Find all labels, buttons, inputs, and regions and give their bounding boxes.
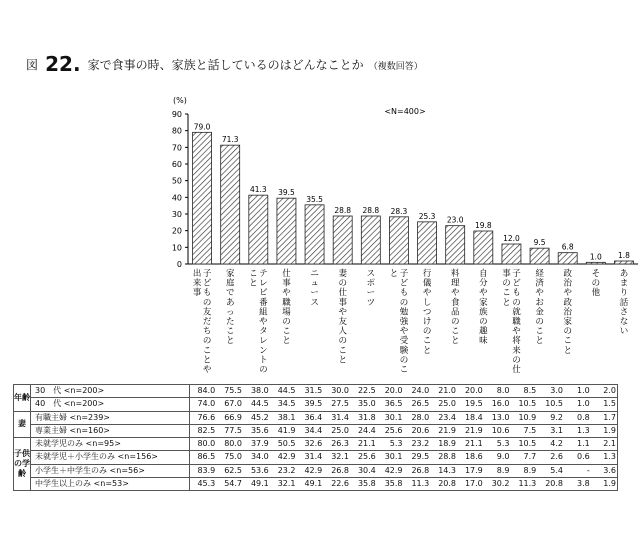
bar (305, 205, 324, 264)
y-tick-label: 20 (171, 226, 182, 236)
table-cell: 30.0 (323, 385, 350, 398)
table-cell: 20.6 (404, 424, 431, 437)
bar (446, 226, 465, 264)
category-label: 家庭であったこと (225, 269, 235, 347)
table-cell: 35.8 (350, 478, 377, 491)
table-cell: 27.5 (323, 398, 350, 411)
table-row (14, 478, 618, 491)
y-tick-label: 80 (171, 126, 182, 136)
bar-value-label: 28.3 (390, 206, 408, 216)
table-cell: 22.6 (323, 478, 350, 491)
table-cell: 76.6 (190, 411, 217, 424)
table-cell: 25.0 (323, 424, 350, 437)
table-cell: 18.9 (430, 438, 457, 451)
table-cell: 50.5 (270, 438, 297, 451)
table-cell: 3.0 (537, 385, 564, 398)
category-label: ニュース (310, 269, 319, 308)
table-cell: 31.4 (323, 411, 350, 424)
table-cell: 80.0 (216, 438, 243, 451)
table-cell: 30.1 (377, 451, 404, 464)
table-cell: 26.5 (404, 398, 431, 411)
table-cell: 1.0 (564, 398, 591, 411)
bar (530, 248, 549, 264)
category-label: 妻の仕事や友人のこと (338, 269, 347, 366)
y-tick-label: 40 (171, 193, 182, 203)
table-cell: 34.4 (297, 424, 324, 437)
table-cell: 67.0 (216, 398, 243, 411)
table-row-label: 30 代 <n=200> (31, 385, 190, 398)
bar (193, 132, 212, 264)
table-cell: 83.9 (190, 464, 217, 477)
table-row-label: 中学生以上のみ <n=53> (31, 478, 190, 491)
y-tick-label: 10 (171, 243, 182, 253)
table-cell: 8.5 (511, 385, 538, 398)
table-cell: 44.5 (270, 385, 297, 398)
category-label: 行儀やしつけのこと (422, 269, 432, 356)
table-cell: 32.1 (323, 451, 350, 464)
bar-value-label: 71.3 (221, 135, 239, 145)
table-cell: 1.5 (591, 398, 618, 411)
table-cell: 8.9 (484, 464, 511, 477)
table-cell: 1.9 (591, 478, 618, 491)
table-cell: 41.9 (270, 424, 297, 437)
table-cell: 82.5 (190, 424, 217, 437)
table-cell: 2.1 (591, 438, 618, 451)
table-cell: 86.5 (190, 451, 217, 464)
table-cell: 36.5 (377, 398, 404, 411)
table-group-label: 年齢 (14, 385, 31, 412)
table-cell: 1.3 (564, 424, 591, 437)
bar (389, 217, 408, 264)
category-label: 料理や食品のこと (450, 269, 460, 347)
table-cell: 21.1 (457, 438, 484, 451)
table-cell: 26.3 (323, 438, 350, 451)
table-cell: 49.1 (243, 478, 270, 491)
table-cell: 21.1 (350, 438, 377, 451)
bar (361, 216, 380, 264)
table-cell: 3.8 (564, 478, 591, 491)
category-label: その他 (591, 269, 601, 299)
table-cell: 5.3 (484, 438, 511, 451)
table-cell: 31.5 (297, 385, 324, 398)
table-row (14, 464, 618, 477)
category-label: 自分や家族の趣味 (479, 269, 488, 347)
table-cell: 36.4 (297, 411, 324, 424)
table-cell: 21.9 (430, 424, 457, 437)
bar (221, 145, 240, 264)
bar-value-label: 25.3 (418, 211, 436, 221)
table-cell: 10.5 (511, 438, 538, 451)
bar (333, 216, 352, 264)
bar-value-label: 19.8 (474, 221, 492, 230)
bar (474, 231, 493, 264)
table-cell: 2.6 (537, 451, 564, 464)
table-cell: 39.5 (297, 398, 324, 411)
table-cell: 8.0 (484, 385, 511, 398)
sample-size-note: <N=400> (384, 107, 426, 116)
category-label: スポーツ (366, 269, 376, 308)
bar-value-label: 41.3 (249, 185, 267, 195)
y-tick-label: 90 (171, 110, 182, 119)
category-label: 子どもの友だちのことや出来事 (192, 269, 212, 375)
bar (418, 222, 437, 264)
table-cell: 0.8 (564, 411, 591, 424)
bar-value-label: 28.8 (334, 206, 352, 215)
table-cell: 21.9 (457, 424, 484, 437)
table-cell: 28.0 (404, 411, 431, 424)
table-cell: 3.6 (591, 464, 618, 477)
category-label: あまり話さない (619, 269, 629, 337)
table-cell: 26.8 (404, 464, 431, 477)
table-cell: 23.2 (404, 438, 431, 451)
table-cell: 1.3 (591, 451, 618, 464)
table-cell: 38.0 (243, 385, 270, 398)
table-cell: 26.8 (323, 464, 350, 477)
table-cell: 31.4 (297, 451, 324, 464)
table-cell: 10.9 (511, 411, 538, 424)
figure-number: 22. (45, 52, 81, 76)
table-row (14, 398, 618, 411)
table-cell: 62.5 (216, 464, 243, 477)
table-cell: 20.0 (457, 385, 484, 398)
table-cell: 74.0 (190, 398, 217, 411)
table-row (14, 385, 618, 398)
table-cell: 7.7 (511, 451, 538, 464)
table-cell: 53.6 (243, 464, 270, 477)
table-cell: 2.0 (591, 385, 618, 398)
table-cell: 30.1 (377, 411, 404, 424)
table-cell: 18.6 (457, 451, 484, 464)
table-cell: 37.9 (243, 438, 270, 451)
table-cell: 0.6 (564, 451, 591, 464)
table-cell: 84.0 (190, 385, 217, 398)
figure-title-text: 家で食事の時、家族と話しているのはどんなことか (87, 58, 364, 72)
y-tick-label: 60 (171, 160, 182, 169)
table-cell: 5.3 (377, 438, 404, 451)
bar-value-label: 23.0 (446, 215, 464, 225)
table-cell: 44.5 (243, 398, 270, 411)
figure-subtitle: （複数回答） (368, 62, 423, 72)
table-cell: 1.9 (591, 424, 618, 437)
table-cell: 1.0 (564, 385, 591, 398)
table-cell: 22.5 (350, 385, 377, 398)
table-cell: 30.2 (484, 478, 511, 491)
y-tick-label: 70 (171, 143, 182, 153)
y-tick-label: 0 (176, 260, 182, 269)
category-label: 子どもの就職や将来の仕事のこと (502, 269, 521, 375)
bar-value-label: 12.0 (503, 234, 520, 243)
category-label: テレビ番組やタレントのこと (249, 269, 268, 375)
table-cell: 75.0 (216, 451, 243, 464)
table-cell: 11.3 (404, 478, 431, 491)
bar-value-label: 28.8 (362, 206, 380, 215)
table-cell: 42.9 (377, 464, 404, 477)
table-cell: 28.8 (430, 451, 457, 464)
bar-value-label: 1.0 (589, 252, 602, 262)
table-cell: 77.5 (216, 424, 243, 437)
bar (249, 195, 268, 264)
table-cell: 25.0 (430, 398, 457, 411)
table-cell: 11.3 (511, 478, 538, 491)
table-cell: 13.0 (484, 411, 511, 424)
table-cell: 24.0 (404, 385, 431, 398)
bar-value-label: 35.5 (306, 194, 323, 204)
bar (558, 253, 577, 264)
table-cell: 75.5 (216, 385, 243, 398)
table-row-label: 未就学児のみ <n=95> (31, 438, 190, 451)
y-tick-label: 30 (171, 210, 182, 219)
table-cell: 5.4 (537, 464, 564, 477)
bar-value-label: 6.8 (561, 242, 574, 252)
table-cell: 49.1 (297, 478, 324, 491)
bar-value-label: 79.0 (193, 122, 211, 132)
table-row (14, 451, 618, 464)
category-label: 経済やお金のこと (535, 269, 544, 347)
table-cell: 1.1 (564, 438, 591, 451)
figure-label: 図 (26, 58, 39, 72)
table-cell: 18.4 (457, 411, 484, 424)
table-cell: 66.9 (216, 411, 243, 424)
bar (586, 262, 605, 264)
table-group-label: 子供の学齢 (14, 438, 31, 491)
table-row-label: 専業主婦 <n=160> (31, 424, 190, 437)
table-cell: 10.6 (484, 424, 511, 437)
bar (614, 261, 633, 264)
bar (277, 198, 296, 264)
table-cell: 23.2 (270, 464, 297, 477)
category-label: 仕事や職場のこと (282, 269, 291, 347)
table-cell: 45.2 (243, 411, 270, 424)
table-cell: 17.9 (457, 464, 484, 477)
table-cell: 16.0 (484, 398, 511, 411)
table-cell: 23.4 (430, 411, 457, 424)
table-row-label: 小学生＋中学生のみ <n=56> (31, 464, 190, 477)
table-row-label: 40 代 <n=200> (31, 398, 190, 411)
table-cell: 1.7 (591, 411, 618, 424)
table-cell: 9.0 (484, 451, 511, 464)
table-cell: 45.3 (190, 478, 217, 491)
bar-value-label: 1.8 (617, 251, 630, 260)
table-group-label: 妻 (14, 411, 31, 438)
table-cell: 9.2 (537, 411, 564, 424)
table-row (14, 438, 618, 451)
table-cell: 7.5 (511, 424, 538, 437)
table-cell: 21.0 (430, 385, 457, 398)
table-row (14, 411, 618, 424)
table-cell: 20.8 (430, 478, 457, 491)
table-cell: 35.8 (377, 478, 404, 491)
table-cell: 14.3 (430, 464, 457, 477)
table-cell: 4.2 (537, 438, 564, 451)
table-cell: 10.5 (537, 398, 564, 411)
table-cell: 3.1 (537, 424, 564, 437)
bar-value-label: 9.5 (533, 238, 546, 248)
table-row-label: 有職主婦 <n=239> (31, 411, 190, 424)
category-label: 子どもの勉強や受験のこと (389, 269, 409, 375)
table-cell: 32.1 (270, 478, 297, 491)
table-cell: 10.5 (511, 398, 538, 411)
y-axis-label: (%) (173, 96, 187, 105)
table-cell: 34.5 (270, 398, 297, 411)
table-cell: 8.9 (511, 464, 538, 477)
table-cell: 24.4 (350, 424, 377, 437)
bar (502, 244, 521, 264)
table-cell: 42.9 (297, 464, 324, 477)
table-cell: 80.0 (190, 438, 217, 451)
table-cell: 35.0 (350, 398, 377, 411)
breakdown-table (13, 384, 618, 491)
table-cell: 25.6 (377, 424, 404, 437)
table-cell: 35.6 (243, 424, 270, 437)
table-cell: 20.0 (377, 385, 404, 398)
table-cell: 54.7 (216, 478, 243, 491)
table-cell: 30.4 (350, 464, 377, 477)
table-cell: 31.8 (350, 411, 377, 424)
y-tick-label: 50 (171, 176, 182, 186)
table-row-label: 未就学児＋小学生のみ <n=156> (31, 451, 190, 464)
table-cell: 17.0 (457, 478, 484, 491)
table-cell: 19.5 (457, 398, 484, 411)
category-label: 政治や政治家のこと (563, 269, 572, 356)
table-cell: 29.5 (404, 451, 431, 464)
table-cell: 32.6 (297, 438, 324, 451)
table-row (14, 424, 618, 437)
table-cell: 20.8 (537, 478, 564, 491)
table-cell: 25.6 (350, 451, 377, 464)
table-cell: 34.0 (243, 451, 270, 464)
table-cell: 42.9 (270, 451, 297, 464)
table-cell: - (564, 464, 591, 477)
table-cell: 38.1 (270, 411, 297, 424)
bar-value-label: 39.5 (278, 188, 295, 198)
